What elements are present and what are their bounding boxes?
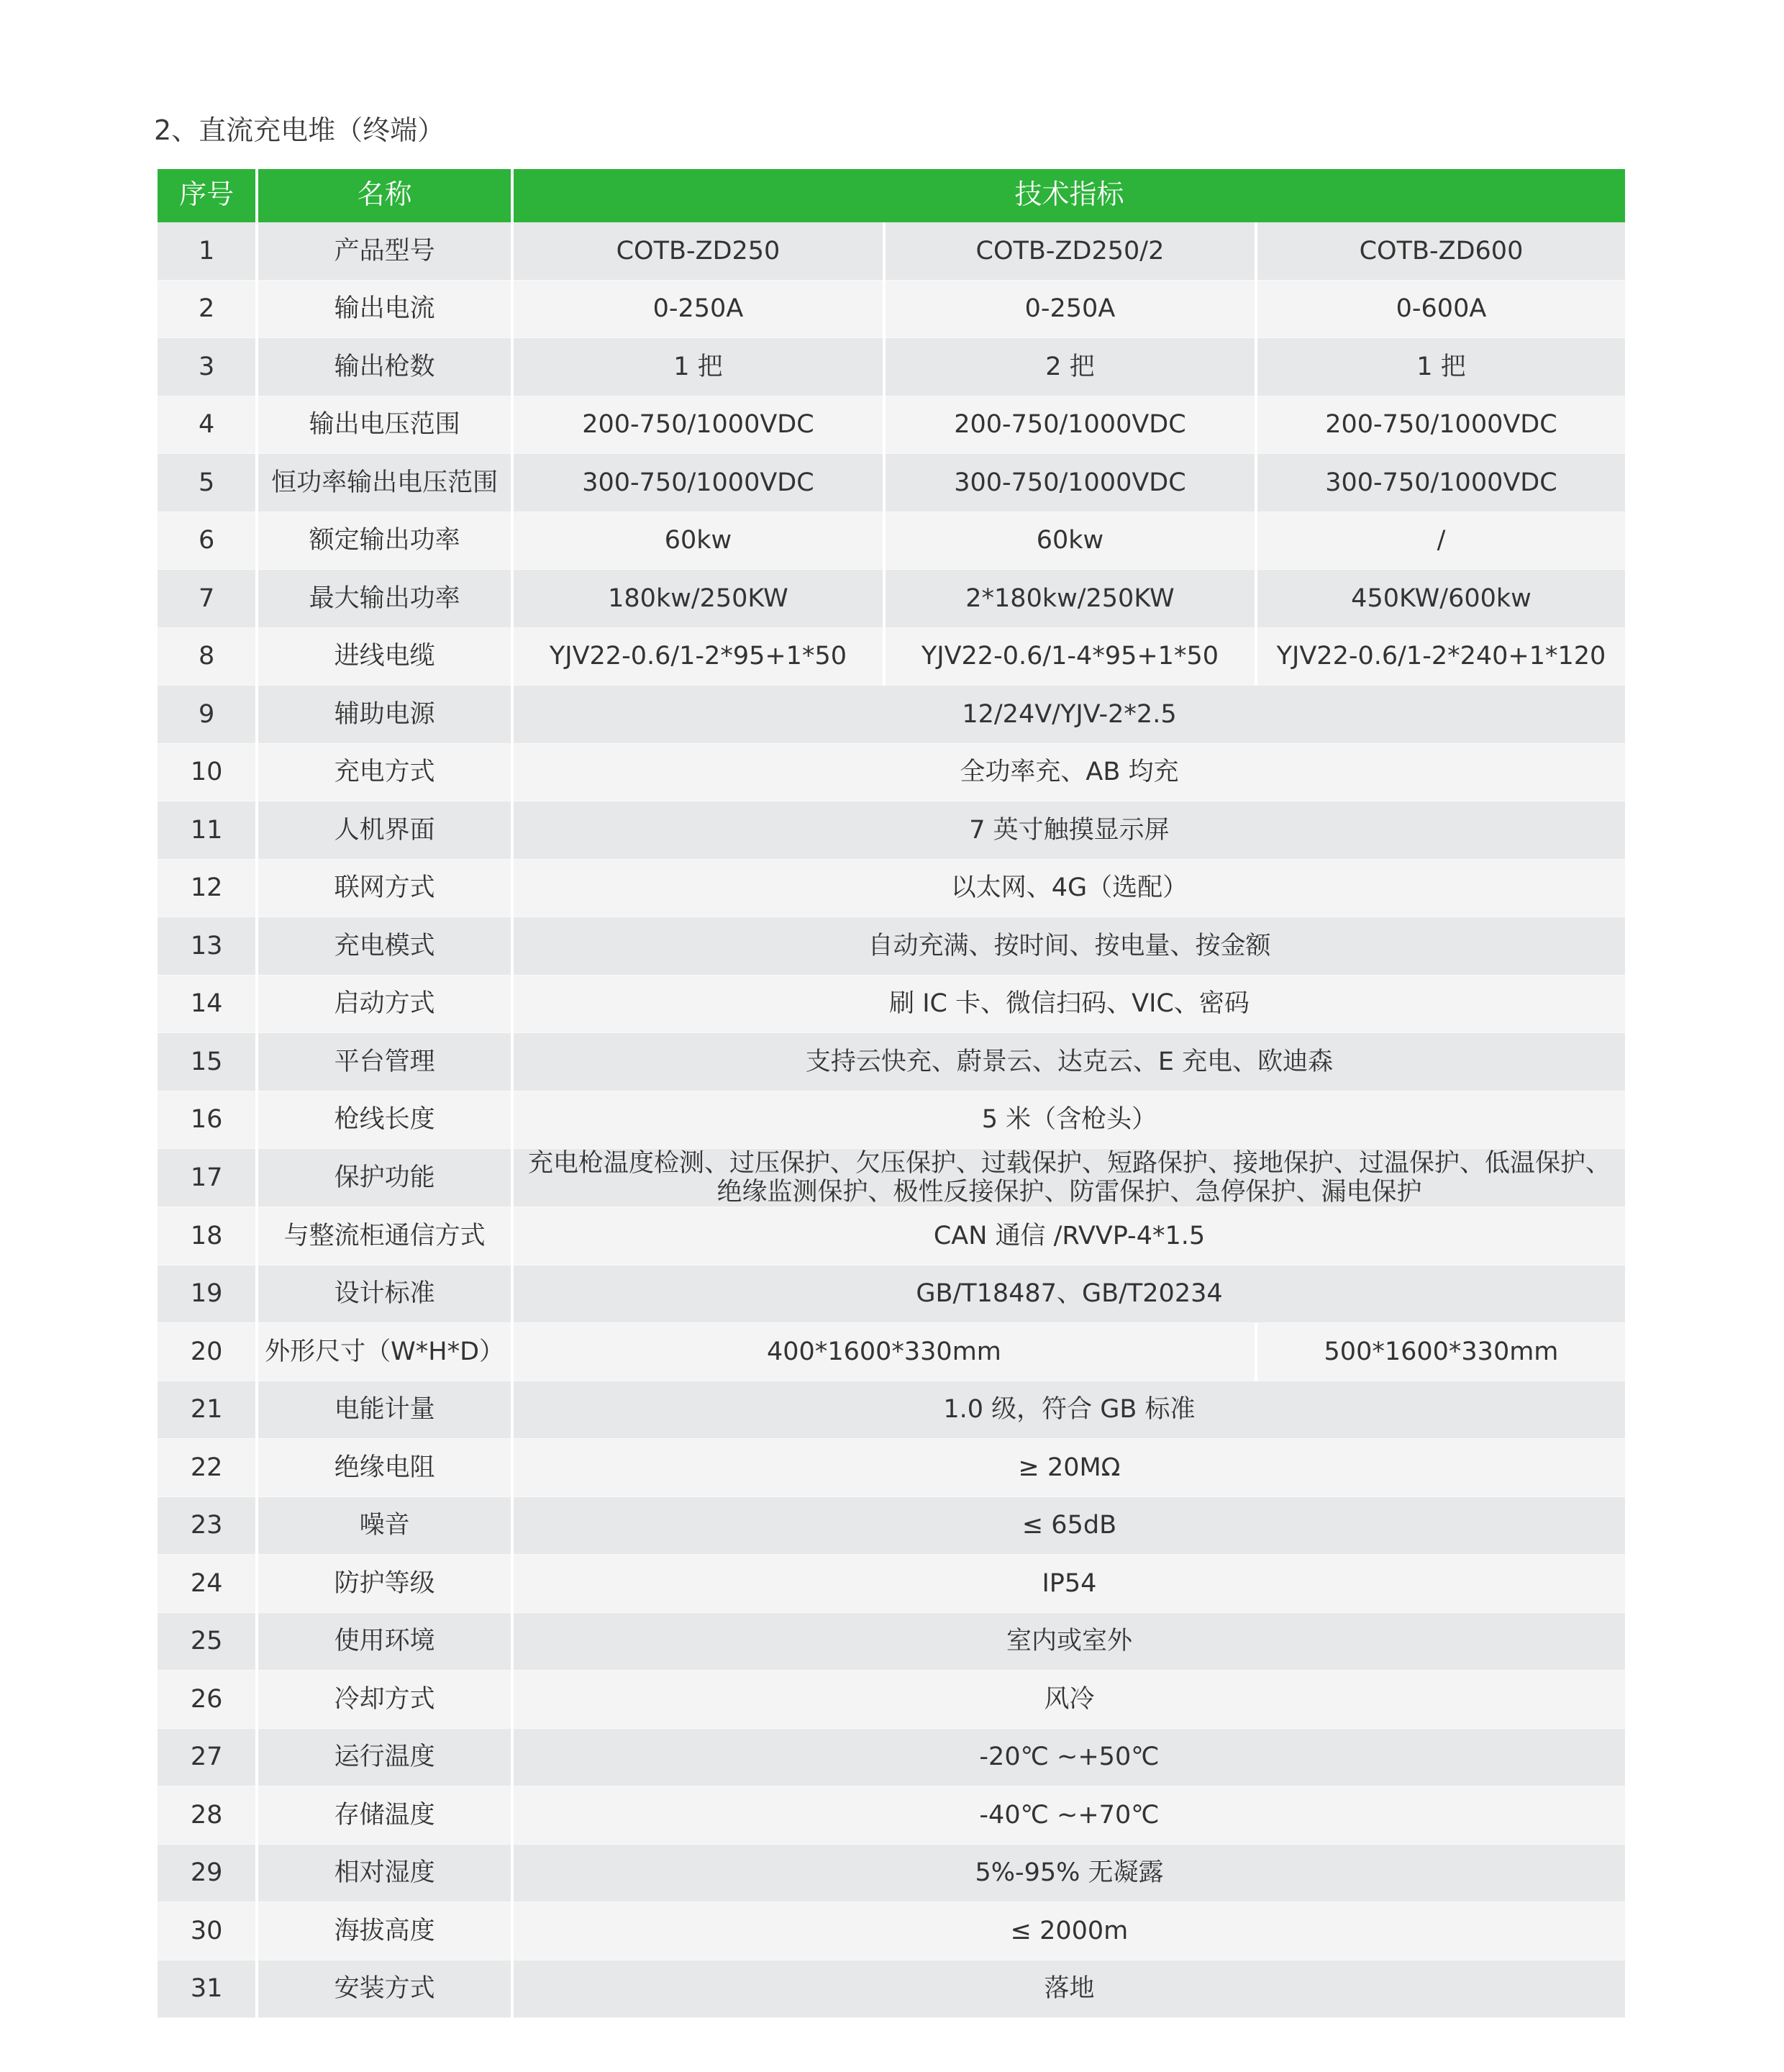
row-value: ≤ 2000m xyxy=(514,1902,1625,1960)
row-value: 60kw xyxy=(514,512,883,571)
row-value: 充电枪温度检测、过压保护、欠压保护、过载保护、短路保护、接地保护、过温保护、低温保护、绝缘监测保护、极性反接保护、防雷保护、急停保护、漏电保护 xyxy=(514,1149,1625,1207)
row-value: COTB-ZD250 xyxy=(514,222,883,281)
table-row xyxy=(158,222,1625,281)
row-value: YJV22-0.6/1-2*240+1*120 xyxy=(1257,628,1625,686)
row-value: IP54 xyxy=(514,1555,1625,1613)
row-number: 6 xyxy=(158,512,255,571)
row-value: 300-750/1000VDC xyxy=(514,454,883,512)
row-number: 13 xyxy=(158,917,255,976)
table-row xyxy=(158,1149,1625,1207)
row-number: 5 xyxy=(158,454,255,512)
row-number: 14 xyxy=(158,976,255,1034)
row-number: 9 xyxy=(158,686,255,744)
row-label: 相对湿度 xyxy=(258,1845,511,1903)
row-number: 1 xyxy=(158,222,255,281)
row-label: 输出电压范围 xyxy=(258,396,511,455)
table-row xyxy=(158,1671,1625,1729)
table-row xyxy=(158,1613,1625,1671)
row-number: 19 xyxy=(158,1266,255,1324)
table-row xyxy=(158,1381,1625,1440)
row-value: CAN 通信 /RVVP-4*1.5 xyxy=(514,1207,1625,1266)
row-value: 2*180kw/250KW xyxy=(886,570,1255,628)
row-value: ≥ 20MΩ xyxy=(514,1439,1625,1497)
row-label: 额定输出功率 xyxy=(258,512,511,571)
row-label: 进线电缆 xyxy=(258,628,511,686)
row-number: 15 xyxy=(158,1033,255,1091)
row-label: 保护功能 xyxy=(258,1149,511,1207)
row-value: -20℃ ~+50℃ xyxy=(514,1729,1625,1787)
header-spec: 技术指标 xyxy=(514,169,1625,222)
row-number: 3 xyxy=(158,338,255,396)
table-row xyxy=(158,281,1625,339)
row-label: 电能计量 xyxy=(258,1381,511,1440)
table-row xyxy=(158,976,1625,1034)
row-label: 冷却方式 xyxy=(258,1671,511,1729)
row-label: 充电方式 xyxy=(258,744,511,802)
row-value: 2 把 xyxy=(886,338,1255,396)
row-value: 支持云快充、蔚景云、达克云、E 充电、欧迪森 xyxy=(514,1033,1625,1091)
row-label: 辅助电源 xyxy=(258,686,511,744)
table-row xyxy=(158,1439,1625,1497)
table-row xyxy=(158,1091,1625,1150)
table-row xyxy=(158,1845,1625,1903)
row-value: 300-750/1000VDC xyxy=(1257,454,1625,512)
row-label: 启动方式 xyxy=(258,976,511,1034)
row-value: 0-250A xyxy=(886,281,1255,339)
table-row xyxy=(158,1555,1625,1613)
row-value: 5%-95% 无凝露 xyxy=(514,1845,1625,1903)
row-value: 0-250A xyxy=(514,281,883,339)
table-row xyxy=(158,1497,1625,1555)
row-number: 30 xyxy=(158,1902,255,1960)
table-row xyxy=(158,1960,1625,2019)
row-label: 绝缘电阻 xyxy=(258,1439,511,1497)
table-row xyxy=(158,1033,1625,1091)
row-number: 31 xyxy=(158,1960,255,2019)
row-value: -40℃ ~+70℃ xyxy=(514,1786,1625,1845)
row-value: 1 把 xyxy=(514,338,883,396)
table-row xyxy=(158,686,1625,744)
row-label: 输出电流 xyxy=(258,281,511,339)
row-value: 200-750/1000VDC xyxy=(514,396,883,455)
row-value: 300-750/1000VDC xyxy=(886,454,1255,512)
row-number: 23 xyxy=(158,1497,255,1555)
section-title: 2、直流充电堆（终端） xyxy=(154,114,445,146)
table-row xyxy=(158,1786,1625,1845)
row-label: 海拔高度 xyxy=(258,1902,511,1960)
row-number: 4 xyxy=(158,396,255,455)
table-row xyxy=(158,1729,1625,1787)
table-row xyxy=(158,570,1625,628)
row-value: / xyxy=(1257,512,1625,571)
row-number: 20 xyxy=(158,1323,255,1381)
row-value: 1 把 xyxy=(1257,338,1625,396)
row-value: 180kw/250KW xyxy=(514,570,883,628)
row-number: 18 xyxy=(158,1207,255,1266)
row-value: 全功率充、AB 均充 xyxy=(514,744,1625,802)
row-label: 输出枪数 xyxy=(258,338,511,396)
row-label: 枪线长度 xyxy=(258,1091,511,1150)
table-row xyxy=(158,917,1625,976)
row-number: 8 xyxy=(158,628,255,686)
row-value: 200-750/1000VDC xyxy=(886,396,1255,455)
row-label: 平台管理 xyxy=(258,1033,511,1091)
table-row xyxy=(158,396,1625,455)
row-number: 11 xyxy=(158,801,255,860)
row-value: 1.0 级，符合 GB 标准 xyxy=(514,1381,1625,1440)
row-value: 以太网、4G（选配） xyxy=(514,860,1625,918)
row-value: 60kw xyxy=(886,512,1255,571)
row-label: 最大输出功率 xyxy=(258,570,511,628)
row-label: 产品型号 xyxy=(258,222,511,281)
header-seq: 序号 xyxy=(158,169,255,222)
row-value: 200-750/1000VDC xyxy=(1257,396,1625,455)
row-label: 运行温度 xyxy=(258,1729,511,1787)
row-label: 恒功率输出电压范围 xyxy=(258,454,511,512)
table-row xyxy=(158,1266,1625,1324)
table-row xyxy=(158,454,1625,512)
table-row xyxy=(158,801,1625,860)
row-value: 450KW/600kw xyxy=(1257,570,1625,628)
row-value: 自动充满、按时间、按电量、按金额 xyxy=(514,917,1625,976)
row-value: 刷 IC 卡、微信扫码、VIC、密码 xyxy=(514,976,1625,1034)
row-label: 设计标准 xyxy=(258,1266,511,1324)
table-row xyxy=(158,628,1625,686)
row-number: 16 xyxy=(158,1091,255,1150)
table-row xyxy=(158,860,1625,918)
row-value: YJV22-0.6/1-4*95+1*50 xyxy=(886,628,1255,686)
table-row xyxy=(158,338,1625,396)
row-value: 400*1600*330mm xyxy=(514,1323,1255,1381)
row-label: 与整流柜通信方式 xyxy=(258,1207,511,1266)
row-value: ≤ 65dB xyxy=(514,1497,1625,1555)
row-number: 12 xyxy=(158,860,255,918)
row-value: 风冷 xyxy=(514,1671,1625,1729)
row-value: COTB-ZD250/2 xyxy=(886,222,1255,281)
table-row xyxy=(158,1902,1625,1960)
row-label: 联网方式 xyxy=(258,860,511,918)
row-label: 噪音 xyxy=(258,1497,511,1555)
row-value: 落地 xyxy=(514,1960,1625,2019)
row-label: 使用环境 xyxy=(258,1613,511,1671)
row-number: 27 xyxy=(158,1729,255,1787)
row-value: GB/T18487、GB/T20234 xyxy=(514,1266,1625,1324)
table-row xyxy=(158,1323,1625,1381)
row-number: 10 xyxy=(158,744,255,802)
row-value: 7 英寸触摸显示屏 xyxy=(514,801,1625,860)
row-number: 21 xyxy=(158,1381,255,1440)
row-label: 外形尺寸（W*H*D） xyxy=(258,1323,511,1381)
header-name: 名称 xyxy=(258,169,511,222)
row-label: 安装方式 xyxy=(258,1960,511,2019)
row-number: 28 xyxy=(158,1786,255,1845)
row-number: 22 xyxy=(158,1439,255,1497)
table-row xyxy=(158,744,1625,802)
row-value: 500*1600*330mm xyxy=(1257,1323,1625,1381)
row-number: 29 xyxy=(158,1845,255,1903)
row-number: 17 xyxy=(158,1149,255,1207)
table-row xyxy=(158,1207,1625,1266)
row-number: 2 xyxy=(158,281,255,339)
row-number: 26 xyxy=(158,1671,255,1729)
row-label: 人机界面 xyxy=(258,801,511,860)
table-header-row xyxy=(158,169,1625,222)
row-value: 0-600A xyxy=(1257,281,1625,339)
row-label: 存储温度 xyxy=(258,1786,511,1845)
table-row xyxy=(158,512,1625,571)
row-number: 24 xyxy=(158,1555,255,1613)
row-value: COTB-ZD600 xyxy=(1257,222,1625,281)
row-label: 充电模式 xyxy=(258,917,511,976)
row-number: 25 xyxy=(158,1613,255,1671)
row-value: YJV22-0.6/1-2*95+1*50 xyxy=(514,628,883,686)
spec-table xyxy=(155,169,1628,2018)
row-value: 5 米（含枪头） xyxy=(514,1091,1625,1150)
row-value: 12/24V/YJV-2*2.5 xyxy=(514,686,1625,744)
row-value: 室内或室外 xyxy=(514,1613,1625,1671)
row-number: 7 xyxy=(158,570,255,628)
row-label: 防护等级 xyxy=(258,1555,511,1613)
